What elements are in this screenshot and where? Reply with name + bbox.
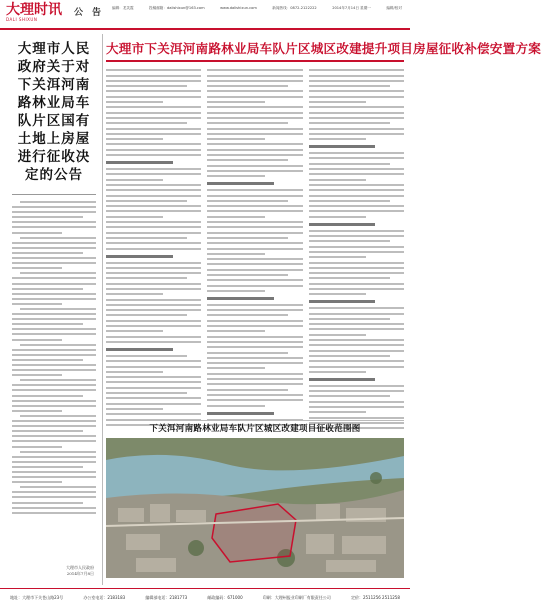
text-line [309,179,366,181]
text-line [207,195,302,197]
text-line [12,405,96,407]
article-column [309,66,404,418]
text-line [309,350,404,352]
text-line [106,226,201,228]
text-line [207,341,302,343]
text-line [106,309,201,311]
subheading-line [106,161,173,164]
text-line [309,230,404,232]
footer-item: 定价：2511256 2511258 [350,595,400,600]
text-line [106,205,201,207]
text-line [106,189,201,191]
text-line [207,279,302,281]
text-line [12,456,96,458]
text-line [207,117,302,119]
text-line [207,274,288,276]
text-line [12,226,96,228]
text-line [12,232,62,234]
signature-org: 大理市人民政府 [66,565,94,570]
text-line [309,133,404,135]
text-line [309,128,404,130]
text-line [309,417,404,419]
text-line [207,362,302,364]
text-line [106,210,201,212]
text-line [309,106,404,108]
footer-item: 地址：大理市下关苍山路23号 [10,595,64,600]
text-line [207,242,302,244]
text-line [207,85,288,87]
text-line [106,90,201,92]
text-line [207,165,302,167]
footer-item: 印刷：大理州报业印刷厂有限责任公司 [262,595,331,600]
text-line [12,354,96,356]
text-line [309,390,404,392]
text-line [12,216,83,218]
text-line [207,346,302,348]
text-line [106,195,201,197]
text-line [106,381,201,383]
text-line [309,251,404,253]
text-line [207,357,302,359]
text-line [207,285,302,287]
text-line [309,240,390,242]
text-line [106,184,201,186]
text-line [12,471,96,473]
text-line [106,336,201,338]
text-line [20,415,96,417]
aerial-photo [106,438,404,578]
text-line [309,318,390,320]
text-line [207,138,264,140]
text-line [207,69,302,71]
text-line [12,466,83,468]
text-line [12,277,96,279]
text-line [106,149,201,151]
text-line [207,325,302,327]
text-line [12,252,83,254]
text-line [309,96,404,98]
text-line [309,277,390,279]
signature-date: 2014年7月8日 [66,571,94,576]
text-line [309,385,404,387]
text-line [309,173,404,175]
header-info-item: 2014年7月14日 星期一 [332,6,371,10]
subheading-line [207,297,274,300]
text-line [12,374,62,376]
text-line [207,101,264,103]
text-line [309,122,390,124]
text-line [207,106,302,108]
text-line [309,75,404,77]
text-line [12,395,83,397]
text-line [106,314,187,316]
text-line [106,117,201,119]
text-line [207,189,302,191]
text-line [12,288,83,290]
text-line [207,373,302,375]
text-line [207,269,302,271]
text-line [309,189,404,191]
text-line [12,333,96,335]
text-line [207,170,302,172]
text-line [106,360,201,362]
text-line [106,69,201,71]
text-line [106,173,201,175]
text-line [309,288,404,290]
text-line [309,256,366,258]
text-line [20,308,96,310]
text-line [12,446,62,448]
text-line [207,154,302,156]
article-columns [106,66,404,418]
text-line [106,122,187,124]
text-line [207,253,264,255]
text-line [12,349,96,351]
text-line [12,476,96,478]
text-line [106,355,187,357]
article-column [207,66,302,418]
text-line [309,360,404,362]
text-line [309,69,404,71]
text-line [309,157,404,159]
text-line [12,242,96,244]
text-line [12,257,96,259]
text-line [106,277,187,279]
text-line [12,384,96,386]
page-footer [0,588,410,607]
text-line [12,283,96,285]
text-line [106,371,163,373]
text-line [309,267,404,269]
text-line [20,379,96,381]
masthead-subtitle: DALI SHIXUN [6,17,38,22]
text-line [106,143,201,145]
text-line [309,138,366,140]
text-line [12,247,96,249]
text-line [207,112,302,114]
text-line [106,299,201,301]
text-line [106,80,201,82]
text-line [106,138,163,140]
subheading-line [106,348,173,351]
text-line [20,272,96,274]
text-line [309,401,404,403]
text-line [12,206,96,208]
text-line [207,128,302,130]
text-line [12,400,96,402]
text-line [12,303,62,305]
text-line [309,272,404,274]
left-signature [66,565,94,577]
text-line [106,272,201,274]
text-line [106,168,201,170]
aerial-map-image [106,438,404,578]
text-line [106,408,163,410]
text-line [207,389,288,391]
text-line [12,440,96,442]
text-line [309,323,404,325]
text-line [106,267,201,269]
text-line [309,262,404,264]
text-line [309,184,404,186]
subheading-line [207,412,274,415]
text-line [106,96,201,98]
text-line [207,263,302,265]
text-line [12,420,96,422]
text-line [309,117,404,119]
subheading-line [309,145,376,148]
text-line [106,101,163,103]
main-headline: 大理市下关洱河南路林业局车队片区城区改建提升项目房屋征收补偿安置方案 [106,41,541,56]
text-line [12,461,96,463]
text-line [106,325,201,327]
text-line [12,328,96,330]
text-line [309,344,404,346]
text-line [106,341,201,343]
text-line [207,210,302,212]
text-line [207,405,264,407]
text-line [207,320,302,322]
subheading-line [309,378,376,381]
text-line [12,293,96,295]
text-line [207,80,302,82]
text-line [309,216,366,218]
text-line [106,154,201,156]
left-body-text [6,201,102,514]
text-line [207,232,302,234]
text-line [106,366,201,368]
text-line [12,491,96,493]
text-line [309,80,404,82]
left-headline: 大理市人民政府关于对下关洱河南路林业局车队片区国有土地上房屋进行征收决定的公告 [17,41,91,183]
text-line [106,392,187,394]
text-line [309,101,366,103]
text-line [309,168,404,170]
page-header [0,0,410,30]
header-info-item: 编辑/校对 [386,6,402,10]
left-column [6,34,103,585]
article-column [106,66,201,418]
text-line [309,235,404,237]
text-line [309,411,366,413]
text-line [207,314,288,316]
text-line [309,328,404,330]
text-line [106,413,201,415]
text-line [207,75,302,77]
text-line [207,336,302,338]
text-line [106,128,201,130]
text-line [207,290,264,292]
footer-item: 办公室电话：2183183 [83,595,126,600]
text-line [207,248,302,250]
text-line [12,389,96,391]
text-line [207,330,264,332]
footer-item: 编辑部电话：2181773 [145,595,188,600]
text-line [12,318,96,320]
text-line [309,334,366,336]
text-line [207,205,302,207]
text-line [106,112,201,114]
text-line [309,406,404,408]
header-info-item: 新闻热线：0872-2122222 [272,6,317,10]
text-line [12,425,96,427]
text-line [106,387,201,389]
text-line [106,283,201,285]
text-line [106,200,187,202]
text-line [106,242,201,244]
map-title: 下关洱河南路林业局车队片区城区改建项目征收范围图 [106,420,404,437]
header-info-item: 投稿邮箱：dalishixun@163.com [149,6,205,10]
section-label: 公 告 [74,8,102,18]
text-line [309,85,390,87]
masthead-logo: 大理时讯 [6,2,62,18]
text-line [12,430,83,432]
text-line [309,90,404,92]
text-line [207,143,302,145]
text-line [106,320,201,322]
text-line [20,486,96,488]
text-line [309,210,404,212]
text-line [207,237,288,239]
text-line [106,133,201,135]
text-line [106,330,163,332]
text-line [207,96,302,98]
headline-rule [106,60,404,62]
text-line [207,216,264,218]
text-line [309,313,404,315]
text-line [309,339,404,341]
text-line [12,262,96,264]
text-line [12,267,62,269]
text-line [106,248,201,250]
text-line [207,90,302,92]
divider [12,194,96,195]
text-line [12,211,96,213]
text-line [207,133,302,135]
header-info-item: 编辑：龙芙霞 [112,6,134,10]
text-line [20,344,96,346]
text-line [309,112,404,114]
subheading-line [106,255,173,258]
text-line [20,201,96,203]
footer-item: 邮政编码：671000 [207,595,243,600]
text-line [12,512,96,514]
text-line [12,221,96,223]
text-line [309,246,404,248]
text-line [207,226,302,228]
text-line [106,179,163,181]
text-line [309,205,404,207]
subheading-line [309,300,376,303]
text-line [20,451,96,453]
text-line [207,367,264,369]
text-line [309,200,390,202]
text-line [12,369,96,371]
text-line [106,237,187,239]
text-line [20,237,96,239]
text-line [12,410,62,412]
text-line [309,163,390,165]
text-line [309,283,404,285]
text-line [207,383,302,385]
text-line [207,200,288,202]
text-line [106,262,201,264]
text-line [106,85,187,87]
header-info-strip [110,6,404,11]
text-line [12,435,96,437]
text-line [106,376,201,378]
text-line [12,359,83,361]
text-line [12,298,96,300]
text-line [12,507,96,509]
text-line [309,293,366,295]
text-line [207,304,302,306]
text-line [309,152,404,154]
text-line [309,355,390,357]
text-line [106,106,201,108]
text-line [12,502,83,504]
text-line [12,323,83,325]
text-line [106,293,163,295]
text-line [207,378,302,380]
text-line [207,122,288,124]
text-line [309,195,404,197]
text-line [106,304,201,306]
text-line [106,221,201,223]
text-line [106,397,201,399]
text-line [309,395,390,397]
text-line [207,309,302,311]
text-line [207,159,288,161]
text-line [207,258,302,260]
text-line [207,221,302,223]
subheading-line [309,223,376,226]
text-line [309,371,366,373]
text-line [106,403,201,405]
text-line [309,366,404,368]
text-line [12,313,96,315]
text-line [207,149,302,151]
text-line [106,75,201,77]
text-line [207,175,264,177]
header-info-item: www.dalishixun.com [220,6,257,10]
text-line [309,307,404,309]
text-line [207,352,288,354]
text-line [106,288,201,290]
text-line [106,216,163,218]
text-line [12,496,96,498]
text-line [207,399,302,401]
text-line [207,394,302,396]
subheading-line [207,182,274,185]
text-line [106,232,201,234]
text-line [12,364,96,366]
text-line [12,481,62,483]
text-line [12,339,62,341]
